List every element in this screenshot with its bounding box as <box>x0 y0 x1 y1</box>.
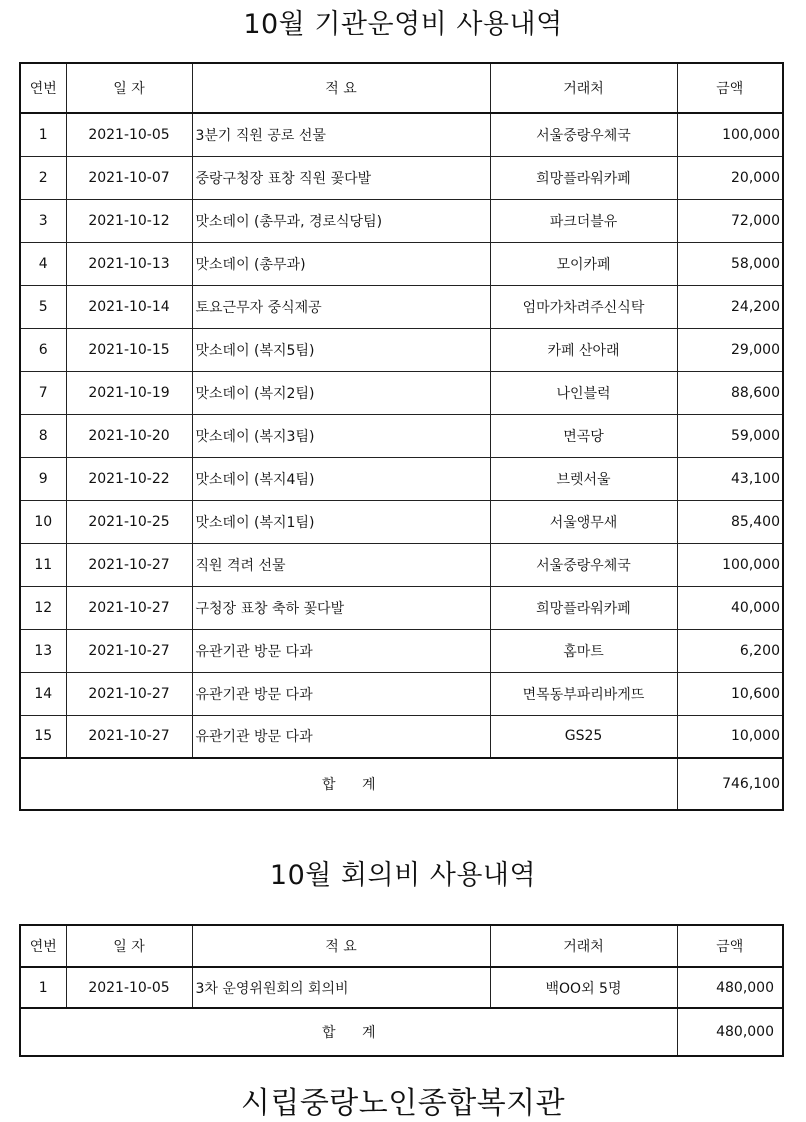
row-date: 2021-10-19 <box>66 371 192 414</box>
row-description: 직원 격려 선물 <box>192 543 490 586</box>
header-date: 일 자 <box>66 63 192 113</box>
header-amount: 금액 <box>677 63 783 113</box>
row-date: 2021-10-15 <box>66 328 192 371</box>
row-no: 9 <box>20 457 66 500</box>
row-no: 4 <box>20 242 66 285</box>
row-no: 1 <box>20 113 66 156</box>
table-row <box>20 199 783 242</box>
row-description: 맛소데이 (총무과) <box>192 242 490 285</box>
row-vendor: 브렛서울 <box>490 457 677 500</box>
row-amount: 58,000 <box>677 242 783 285</box>
row-vendor: 면목동부파리바게뜨 <box>490 672 677 715</box>
row-amount: 10,000 <box>677 715 783 758</box>
total-row <box>20 758 783 810</box>
row-no: 13 <box>20 629 66 672</box>
table-row <box>20 156 783 199</box>
row-description: 토요근무자 중식제공 <box>192 285 490 328</box>
row-vendor: 서울중랑우체국 <box>490 543 677 586</box>
row-no: 7 <box>20 371 66 414</box>
row-amount: 88,600 <box>677 371 783 414</box>
row-no: 6 <box>20 328 66 371</box>
row-amount: 100,000 <box>677 543 783 586</box>
row-no: 15 <box>20 715 66 758</box>
row-no: 8 <box>20 414 66 457</box>
row-description: 맛소데이 (복지2팀) <box>192 371 490 414</box>
row-vendor: 홈마트 <box>490 629 677 672</box>
row-vendor: 나인블럭 <box>490 371 677 414</box>
header-vendor: 거래처 <box>490 925 677 967</box>
header-description: 적 요 <box>192 925 490 967</box>
row-no: 14 <box>20 672 66 715</box>
row-description: 유관기관 방문 다과 <box>192 715 490 758</box>
row-no: 5 <box>20 285 66 328</box>
row-date: 2021-10-27 <box>66 715 192 758</box>
row-amount: 29,000 <box>677 328 783 371</box>
row-date: 2021-10-14 <box>66 285 192 328</box>
table-row <box>20 715 783 758</box>
row-no: 12 <box>20 586 66 629</box>
table-row <box>20 586 783 629</box>
row-amount: 85,400 <box>677 500 783 543</box>
row-amount: 10,600 <box>677 672 783 715</box>
header-no: 연번 <box>20 63 66 113</box>
row-vendor: 카페 산아래 <box>490 328 677 371</box>
row-date: 2021-10-27 <box>66 543 192 586</box>
row-amount: 6,200 <box>677 629 783 672</box>
row-date: 2021-10-25 <box>66 500 192 543</box>
table-row <box>20 328 783 371</box>
table-row <box>20 285 783 328</box>
title-meeting-expenses: 10월 회의비 사용내역 <box>269 860 537 891</box>
row-amount: 43,100 <box>677 457 783 500</box>
row-description: 3차 운영위원회의 회의비 <box>192 967 490 1008</box>
table-row <box>20 242 783 285</box>
row-vendor: 면곡당 <box>490 414 677 457</box>
row-description: 맛소데이 (복지3팀) <box>192 414 490 457</box>
total-label: 합 계 <box>20 1008 677 1056</box>
row-amount: 100,000 <box>677 113 783 156</box>
row-date: 2021-10-13 <box>66 242 192 285</box>
header-description: 적 요 <box>192 63 490 113</box>
row-date: 2021-10-05 <box>66 113 192 156</box>
row-no: 2 <box>20 156 66 199</box>
table-row <box>20 414 783 457</box>
row-vendor: 엄마가차려주신식탁 <box>490 285 677 328</box>
row-description: 유관기관 방문 다과 <box>192 672 490 715</box>
total-row <box>20 1008 783 1056</box>
row-no: 3 <box>20 199 66 242</box>
row-date: 2021-10-12 <box>66 199 192 242</box>
row-amount: 72,000 <box>677 199 783 242</box>
title-operating-expenses: 10월 기관운영비 사용내역 <box>243 9 563 40</box>
organization-name: 시립중랑노인종합복지관 <box>240 1086 566 1121</box>
row-description: 3분기 직원 공로 선물 <box>192 113 490 156</box>
row-description: 맛소데이 (총무과, 경로식당팀) <box>192 199 490 242</box>
row-vendor: 모이카페 <box>490 242 677 285</box>
header-amount: 금액 <box>677 925 783 967</box>
row-vendor: GS25 <box>490 715 677 758</box>
total-amount: 746,100 <box>677 758 783 810</box>
header-no: 연번 <box>20 925 66 967</box>
row-date: 2021-10-27 <box>66 586 192 629</box>
row-amount: 20,000 <box>677 156 783 199</box>
meeting-expenses-table <box>19 924 784 1057</box>
table-row <box>20 629 783 672</box>
row-description: 맛소데이 (복지1팀) <box>192 500 490 543</box>
row-no: 11 <box>20 543 66 586</box>
row-date: 2021-10-05 <box>66 967 192 1008</box>
row-vendor: 파크더블유 <box>490 199 677 242</box>
table-header-row <box>20 925 783 967</box>
row-description: 맛소데이 (복지5팀) <box>192 328 490 371</box>
table-row <box>20 967 783 1008</box>
row-date: 2021-10-20 <box>66 414 192 457</box>
total-label: 합 계 <box>20 758 677 810</box>
table-row <box>20 371 783 414</box>
table-row <box>20 543 783 586</box>
row-amount: 59,000 <box>677 414 783 457</box>
row-date: 2021-10-27 <box>66 672 192 715</box>
row-amount: 40,000 <box>677 586 783 629</box>
header-vendor: 거래처 <box>490 63 677 113</box>
table-row <box>20 113 783 156</box>
row-no: 1 <box>20 967 66 1008</box>
table-row <box>20 500 783 543</box>
row-amount: 480,000 <box>677 967 783 1008</box>
row-vendor: 백OO외 5명 <box>490 967 677 1008</box>
row-amount: 24,200 <box>677 285 783 328</box>
row-date: 2021-10-27 <box>66 629 192 672</box>
row-vendor: 희망플라워카페 <box>490 156 677 199</box>
table-row <box>20 457 783 500</box>
table-row <box>20 672 783 715</box>
row-description: 구청장 표창 축하 꽃다발 <box>192 586 490 629</box>
row-vendor: 희망플라워카페 <box>490 586 677 629</box>
row-description: 맛소데이 (복지4팀) <box>192 457 490 500</box>
total-amount: 480,000 <box>677 1008 783 1056</box>
table-header-row <box>20 63 783 113</box>
header-date: 일 자 <box>66 925 192 967</box>
row-vendor: 서울중랑우체국 <box>490 113 677 156</box>
row-description: 중랑구청장 표창 직원 꽃다발 <box>192 156 490 199</box>
operating-expenses-table <box>19 62 784 811</box>
row-description: 유관기관 방문 다과 <box>192 629 490 672</box>
row-date: 2021-10-22 <box>66 457 192 500</box>
row-no: 10 <box>20 500 66 543</box>
row-date: 2021-10-07 <box>66 156 192 199</box>
row-vendor: 서울앵무새 <box>490 500 677 543</box>
